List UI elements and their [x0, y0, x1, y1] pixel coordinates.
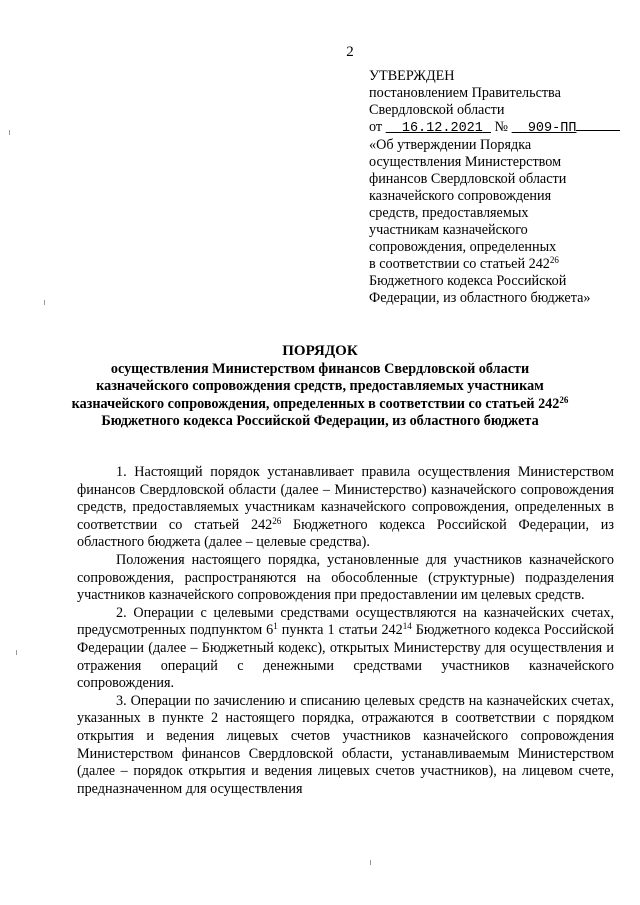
decree-quote-line: осуществления Министерством: [369, 154, 562, 170]
decree-quote-line: Федерации, из областного бюджета»: [369, 290, 591, 306]
decree-quote-line: участникам казначейского: [369, 222, 528, 238]
title-line-1: осуществления Министерством финансов Свердловской области: [110, 360, 530, 377]
approval-line-1: постановлением Правительства: [369, 85, 561, 101]
decree-quote-line: Бюджетного кодекса Российской: [369, 273, 567, 289]
title-heading: ПОРЯДОК: [282, 343, 358, 359]
decree-quote-line: казначейского сопровождения: [369, 188, 552, 204]
decree-quote-line: сопровождения, определенных: [369, 239, 557, 255]
decree-quote-line: финансов Свердловской области: [369, 171, 567, 187]
title-line-4: Бюджетного кодекса Российской Федерации, из областного бюджета: [101, 413, 539, 430]
number-sign: №: [494, 119, 509, 135]
approval-block: [369, 68, 614, 307]
page-number: 2: [346, 44, 354, 60]
scan-speck: [16, 650, 17, 655]
body-text: [77, 464, 614, 798]
decree-quote-line: «Об утверждении Порядка: [369, 137, 532, 153]
title-line-2: казначейского сопровождения средств, предоставляемых участникам: [96, 378, 544, 395]
approval-date-line: [369, 119, 614, 137]
decree-article-line: в соответствии со статьей $242^{26}$: [369, 255, 559, 272]
approval-line-2: Свердловской области: [369, 102, 505, 118]
decree-date: 16.12.2021: [401, 121, 483, 136]
number-underline: [576, 119, 620, 131]
paragraph-2: Положения настоящего порядка, установленные для участников казначейского сопровождения, распространяются на обособленные (структурные) подразделения участников казначейского сопровождения при предоставлении им целевых средств.: [77, 551, 614, 604]
scan-speck: [370, 860, 371, 865]
scan-speck: [44, 300, 45, 305]
document-title: [70, 343, 570, 431]
date-prefix: от: [369, 119, 383, 135]
paragraph-4: 3. Операции по зачислению и списанию целевых средств на казначейских счетах, указанных в пункте 2 настоящего порядка, отражаются в соответствии с порядком открытия и ведения лицевых счетов участников казначейского сопровождения Министерством финансов Свердловской области, устанавливаемым Министерством (далее – порядок открытия и ведения лицевых счетов участников), на лицевом счете, предназначенном для осуществления: [77, 692, 614, 797]
paragraph-1: 1. Настоящий порядок устанавливает правила осуществления Министерством финансов Свердловской области (далее – Министерство) казначейского сопровождения средств, предоставляемых участникам казначейского сопровождения, определенных в соответствии со статьей $242^{26}$ Бюджетного кодекса Российской Федерации, из областного бюджета (далее – целевые средства).: [77, 464, 614, 551]
decree-number: 909-ПП: [527, 121, 577, 136]
paragraph-3: 2. Операции с целевыми средствами осуществляются на казначейских счетах, предусмотренных подпунктом $6^1$ пункта 1 статьи $242^{14}$ Бюджетного кодекса Российской Федерации (далее – Бюджетный кодекс), открытых Министерству для осуществления и отражения операций с денежными средствами участников казначейского сопровождения.: [77, 604, 614, 692]
title-line-3: казначейского сопровождения, определенных в соответствии со статьей $242^{26}$: [71, 394, 569, 412]
approval-title: УТВЕРЖДЕН: [369, 68, 455, 84]
decree-quote-line: средств, предоставляемых: [369, 205, 529, 221]
scan-speck: [9, 130, 10, 135]
